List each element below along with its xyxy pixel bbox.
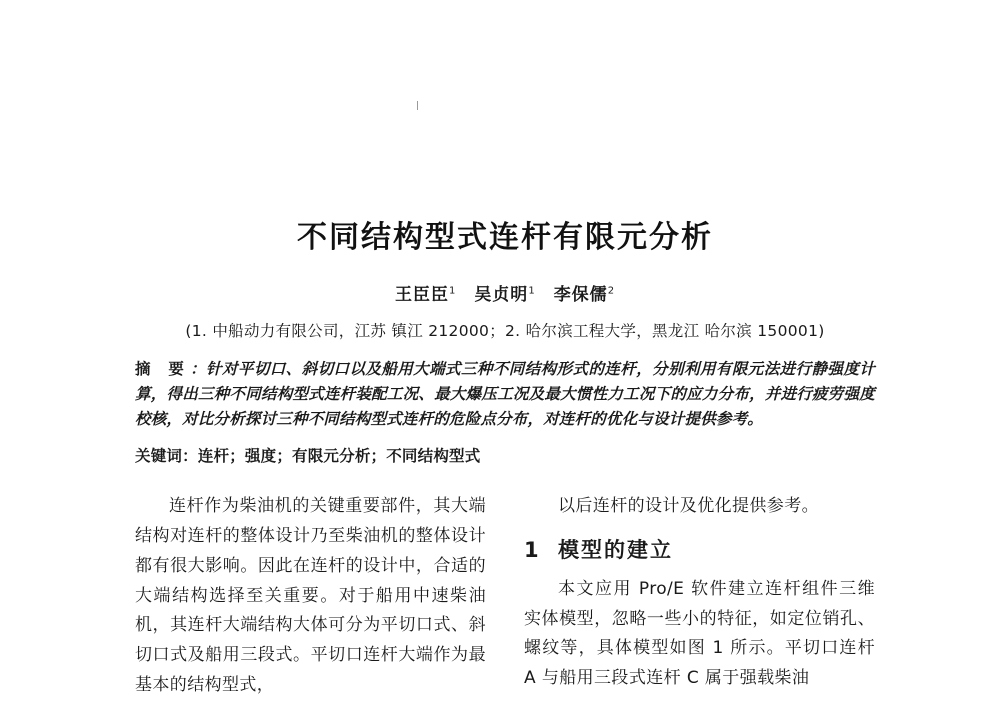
keywords-separator: ：	[182, 447, 198, 466]
author-3: 李保儒$^2$	[553, 285, 616, 305]
author-affiliation: (1. 中船动力有限公司，江苏 镇江 212000；2. 哈尔滨工程大学，黑龙江 哈尔滨 150001)	[185, 322, 825, 340]
page-title: 不同结构型式连杆有限元分析	[297, 220, 713, 255]
abstract-block	[135, 357, 875, 432]
section-heading	[524, 532, 875, 569]
author-list	[135, 280, 875, 305]
paragraph: 连杆作为柴油机的关键重要部件，其大端结构对连杆的整体设计乃至柴油机的整体设计都有很大影响。因此在连杆的设计中，合适的大端结构选择至关重要。对于船用中速柴油机，其连杆大端结构大体可分为平切口式、斜切口式及船用三段式。平切口连杆大端作为最基本的结构型式，	[135, 496, 486, 695]
keywords-label: 关键词	[135, 447, 183, 466]
keywords-block	[135, 444, 875, 466]
abstract-separator: ：	[190, 360, 207, 378]
keywords-text: 连杆；强度；有限元分析；不同结构型式	[197, 447, 481, 466]
column-right	[524, 492, 875, 700]
body-columns	[135, 492, 875, 700]
article-content	[135, 0, 875, 701]
abstract-label: 摘 要	[135, 360, 191, 378]
section-number: 1	[524, 538, 540, 563]
paragraph: 本文应用 Pro/E 软件建立连杆组件三维实体模型，忽略一些小的特征，如定位销孔、螺纹等，具体模型如图 1 所示。平切口连杆 A 与船用三段式连杆 C 属于强载柴油	[524, 578, 875, 689]
abstract-text: 针对平切口、斜切口以及船用大端式三种不同结构形式的连杆，分别利用有限元法进行静强度计算，得出三种不同结构型式连杆装配工况、最大爆压工况及最大惯性力工况下的应力分布，并进行疲劳强度校核，对比分析探讨三种不同结构型式连杆的危险点分布，对连杆的优化与设计提供参考。	[135, 360, 876, 429]
paragraph: 以后连杆的设计及优化提供参考。	[558, 496, 819, 517]
section-title: 模型的建立	[558, 538, 673, 563]
column-left	[135, 492, 486, 700]
author-1: 王臣臣$^1$	[394, 285, 457, 305]
author-2: 吴贞明$^1$	[474, 285, 536, 305]
